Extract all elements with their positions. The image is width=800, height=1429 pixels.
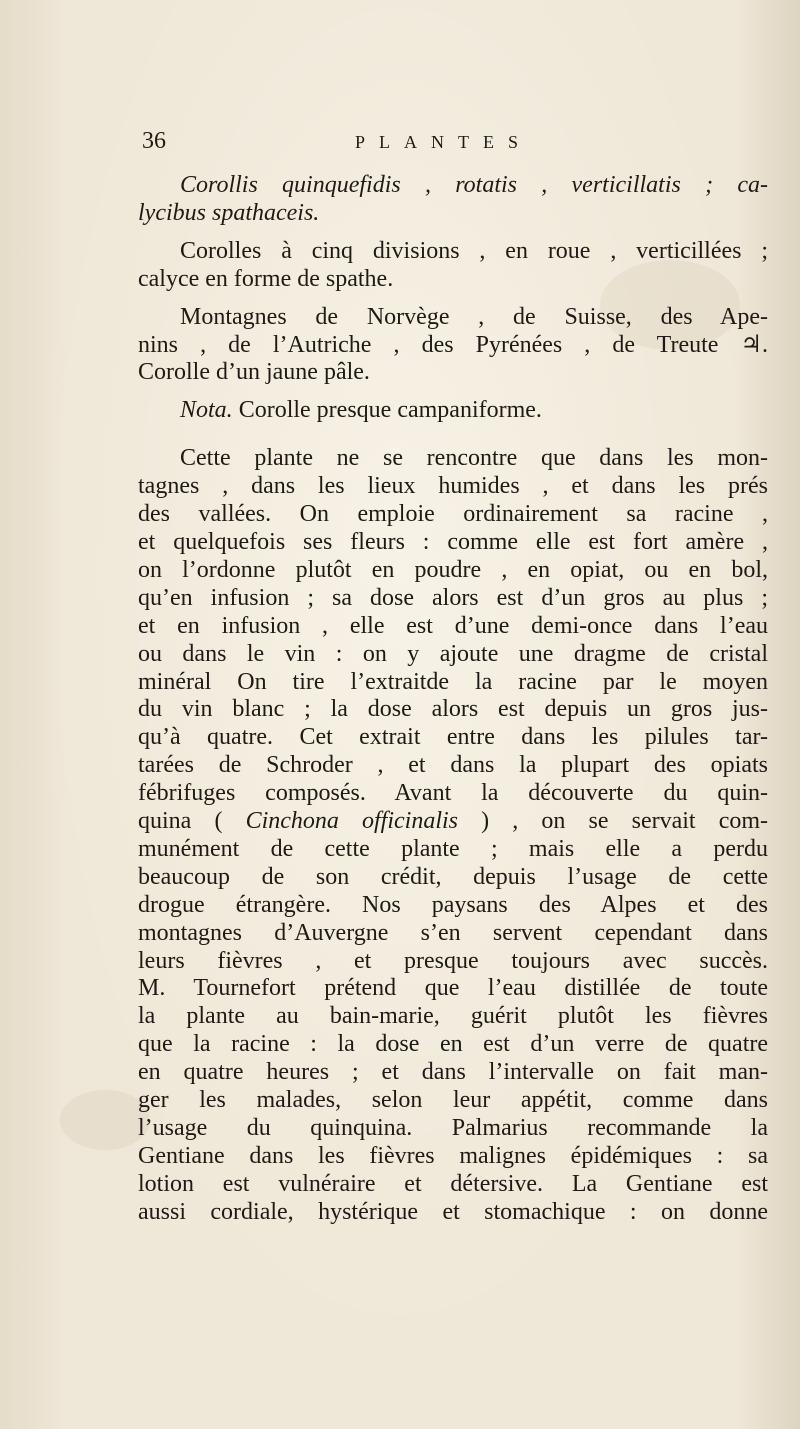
text-line: Corolles à cinq divisions , en roue , verticillées ; — [180, 237, 768, 264]
text-line: ou dans le vin : on y ajoute une dragme de cristal — [138, 640, 768, 667]
text-line: leurs fièvres , et presque toujours avec succès. — [138, 947, 768, 974]
text-line: aussi cordiale, hystérique et stomachique : on donne — [138, 1198, 768, 1225]
habitat — [138, 304, 768, 388]
text-line: Montagnes de Norvège , de Suisse, des Ape- — [180, 303, 768, 330]
nota-label: Nota. — [180, 397, 233, 424]
latin-species-name: Cinchona officinalis — [245, 808, 459, 835]
paper-stain — [60, 1090, 150, 1150]
text-line: et en infusion , elle est d’une demi-once dans l’eau — [138, 612, 768, 639]
text-line: Corolle d’un jaune pâle. — [138, 359, 370, 386]
text-line: tarées de Schroder , et dans la plupart des opiats — [138, 752, 768, 779]
text-line: des vallées. On emploie ordinairement sa racine , — [138, 501, 768, 528]
text-line: en quatre heures ; et dans l’intervalle on fait man- — [138, 1059, 768, 1086]
page-number: 36 — [142, 128, 166, 154]
text-line: qu’en infusion ; sa dose alors est d’un gros au plus ; — [138, 584, 768, 611]
text-line: que la racine : la dose en est d’un verre de quatre — [138, 1031, 768, 1058]
nota — [138, 397, 768, 425]
text-fragment: quina ( — [138, 808, 246, 835]
text-line — [138, 808, 768, 836]
running-head: PLANTES — [355, 132, 533, 152]
text-line: lotion est vulnéraire et détersive. La Gentiane est — [138, 1170, 768, 1197]
text-line: et quelquefois ses fleurs : comme elle est fort amère , — [138, 528, 768, 555]
text-line: Cette plante ne se rencontre que dans les mon- — [180, 445, 768, 472]
text-line: on l’ordonne plutôt en poudre , en opiat, ou en bol, — [138, 556, 768, 583]
text-line: munément de cette plante ; mais elle a perdu — [138, 835, 768, 862]
text-block — [138, 172, 768, 1227]
nota-line — [138, 397, 768, 425]
latin-description — [138, 172, 768, 228]
page-header — [142, 128, 702, 160]
text-line: M. Tournefort prétend que l’eau distillée de toute — [138, 975, 768, 1002]
text-line: minéral On tire l’extraitde la racine par le moyen — [138, 668, 768, 695]
text-line: qu’à quatre. Cet extrait entre dans les pilules tar- — [138, 724, 768, 751]
text-line: ger les malades, selon leur appétit, comme dans — [138, 1087, 768, 1114]
text-line: calyce en forme de spathe. — [138, 265, 394, 292]
text-line: lycibus spathaceis. — [138, 199, 320, 226]
main-paragraph — [138, 445, 768, 1226]
text-line: montagnes d’Auvergne s’en servent cependant dans — [138, 919, 768, 946]
text-line: tagnes , dans les lieux humides , et dans les prés — [138, 473, 768, 500]
text-line: Gentiane dans les fièvres malignes épidémiques : sa — [138, 1142, 768, 1169]
text-line: la plante au bain-marie, guérit plutôt les fièvres — [138, 1003, 768, 1030]
text-line: nins , de l’Autriche , des Pyrénées , de Treute ♃. — [138, 331, 768, 358]
text-line: beaucoup de son crédit, depuis l’usage de cette — [138, 863, 768, 890]
text-line: Corollis quinquefidis , rotatis , verticillatis ; ca- — [180, 172, 768, 198]
text-fragment: ) , on se servait com- — [458, 808, 769, 835]
text-line: drogue étrangère. Nos paysans des Alpes et des — [138, 891, 768, 918]
nota-text: Corolle presque campaniforme. — [238, 397, 542, 424]
french-description — [138, 238, 768, 294]
text-line: du vin blanc ; la dose alors est depuis un gros jus- — [138, 696, 768, 723]
text-line: l’usage du quinquina. Palmarius recommande la — [138, 1115, 768, 1141]
text-line: fébrifuges composés. Avant la découverte du quin- — [138, 780, 768, 807]
